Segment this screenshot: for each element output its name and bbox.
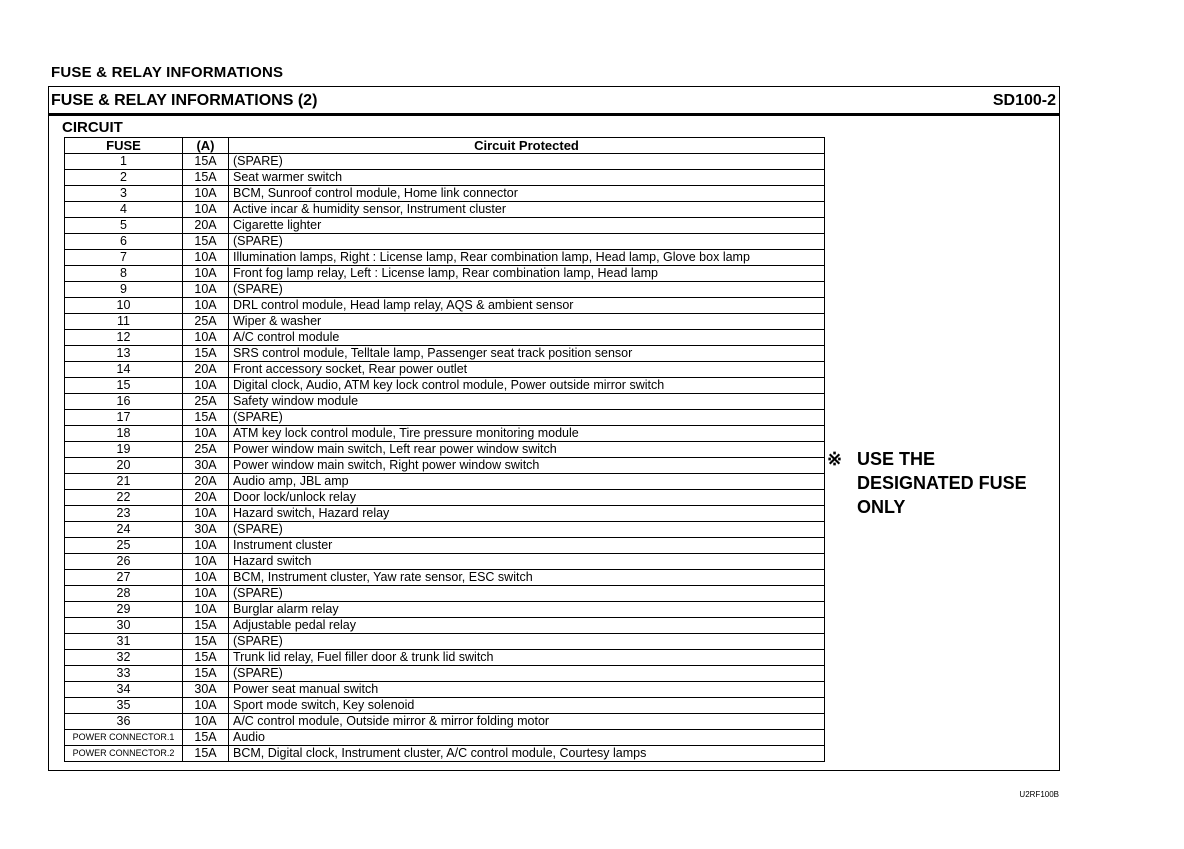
section-title-bar bbox=[49, 87, 1059, 116]
fuse-number-cell: 2 bbox=[65, 170, 183, 186]
circuit-protected-cell: Audio bbox=[229, 730, 825, 746]
amperage-cell: 20A bbox=[183, 218, 229, 234]
header-amperage: (A) bbox=[183, 138, 229, 154]
document-code: U2RF100B bbox=[1019, 790, 1059, 799]
fuse-number-cell: 23 bbox=[65, 506, 183, 522]
table-row bbox=[65, 298, 825, 314]
circuit-protected-cell: (SPARE) bbox=[229, 634, 825, 650]
amperage-cell: 10A bbox=[183, 714, 229, 730]
circuit-protected-cell: Front fog lamp relay, Left : License lamp, Rear combination lamp, Head lamp bbox=[229, 266, 825, 282]
amperage-cell: 10A bbox=[183, 426, 229, 442]
table-row bbox=[65, 714, 825, 730]
circuit-protected-cell: Power seat manual switch bbox=[229, 682, 825, 698]
amperage-cell: 25A bbox=[183, 314, 229, 330]
amperage-cell: 10A bbox=[183, 378, 229, 394]
circuit-protected-cell: Sport mode switch, Key solenoid bbox=[229, 698, 825, 714]
amperage-cell: 15A bbox=[183, 170, 229, 186]
fuse-number-cell: 8 bbox=[65, 266, 183, 282]
circuit-protected-cell: Power window main switch, Right power window switch bbox=[229, 458, 825, 474]
amperage-cell: 10A bbox=[183, 250, 229, 266]
amperage-cell: 15A bbox=[183, 154, 229, 170]
note-line-1: USE THE bbox=[857, 449, 936, 469]
table-row bbox=[65, 282, 825, 298]
amperage-cell: 10A bbox=[183, 538, 229, 554]
fuse-number-cell: 12 bbox=[65, 330, 183, 346]
table-row bbox=[65, 314, 825, 330]
table-row bbox=[65, 506, 825, 522]
amperage-cell: 15A bbox=[183, 730, 229, 746]
fuse-number-cell: 10 bbox=[65, 298, 183, 314]
amperage-cell: 10A bbox=[183, 602, 229, 618]
table-row bbox=[65, 410, 825, 426]
circuit-protected-cell: A/C control module, Outside mirror & mirror folding motor bbox=[229, 714, 825, 730]
header-circuit-protected: Circuit Protected bbox=[229, 138, 825, 154]
circuit-protected-cell: Digital clock, Audio, ATM key lock control module, Power outside mirror switch bbox=[229, 378, 825, 394]
page-heading: FUSE & RELAY INFORMATIONS bbox=[51, 64, 284, 81]
table-row bbox=[65, 234, 825, 250]
circuit-protected-cell: Trunk lid relay, Fuel filler door & trunk lid switch bbox=[229, 650, 825, 666]
fuse-number-cell: 27 bbox=[65, 570, 183, 586]
note-line-2: DESIGNATED FUSE bbox=[857, 473, 1027, 493]
fuse-number-cell: 30 bbox=[65, 618, 183, 634]
fuse-number-cell: 17 bbox=[65, 410, 183, 426]
table-row bbox=[65, 474, 825, 490]
fuse-number-cell: 18 bbox=[65, 426, 183, 442]
fuse-number-cell: POWER CONNECTOR.1 bbox=[65, 730, 183, 746]
amperage-cell: 10A bbox=[183, 266, 229, 282]
fuse-number-cell: 9 bbox=[65, 282, 183, 298]
fuse-number-cell: 4 bbox=[65, 202, 183, 218]
fuse-number-cell: 11 bbox=[65, 314, 183, 330]
amperage-cell: 15A bbox=[183, 346, 229, 362]
circuit-protected-cell: Door lock/unlock relay bbox=[229, 490, 825, 506]
circuit-protected-cell: Safety window module bbox=[229, 394, 825, 410]
amperage-cell: 15A bbox=[183, 410, 229, 426]
fuse-number-cell: 31 bbox=[65, 634, 183, 650]
table-row bbox=[65, 650, 825, 666]
table-row bbox=[65, 698, 825, 714]
circuit-protected-cell: Wiper & washer bbox=[229, 314, 825, 330]
table-row bbox=[65, 618, 825, 634]
fuse-number-cell: 29 bbox=[65, 602, 183, 618]
table-row bbox=[65, 250, 825, 266]
amperage-cell: 10A bbox=[183, 298, 229, 314]
circuit-protected-cell: (SPARE) bbox=[229, 522, 825, 538]
circuit-protected-cell: DRL control module, Head lamp relay, AQS & ambient sensor bbox=[229, 298, 825, 314]
amperage-cell: 30A bbox=[183, 682, 229, 698]
table-row bbox=[65, 570, 825, 586]
amperage-cell: 15A bbox=[183, 634, 229, 650]
circuit-protected-cell: (SPARE) bbox=[229, 154, 825, 170]
circuit-protected-cell: A/C control module bbox=[229, 330, 825, 346]
table-row bbox=[65, 666, 825, 682]
amperage-cell: 10A bbox=[183, 506, 229, 522]
fuse-number-cell: 20 bbox=[65, 458, 183, 474]
fuse-number-cell: 5 bbox=[65, 218, 183, 234]
table-row bbox=[65, 186, 825, 202]
amperage-cell: 10A bbox=[183, 202, 229, 218]
fuse-number-cell: 33 bbox=[65, 666, 183, 682]
circuit-protected-cell: Seat warmer switch bbox=[229, 170, 825, 186]
table-row bbox=[65, 522, 825, 538]
table-row bbox=[65, 154, 825, 170]
table-row bbox=[65, 426, 825, 442]
amperage-cell: 10A bbox=[183, 186, 229, 202]
amperage-cell: 15A bbox=[183, 666, 229, 682]
fuse-table bbox=[64, 137, 825, 762]
circuit-protected-cell: Front accessory socket, Rear power outlet bbox=[229, 362, 825, 378]
table-row bbox=[65, 394, 825, 410]
circuit-protected-cell: Cigarette lighter bbox=[229, 218, 825, 234]
table-row bbox=[65, 490, 825, 506]
fuse-number-cell: 14 bbox=[65, 362, 183, 378]
fuse-number-cell: 32 bbox=[65, 650, 183, 666]
table-row bbox=[65, 602, 825, 618]
section-code: SD100-2 bbox=[992, 92, 1056, 109]
amperage-cell: 10A bbox=[183, 698, 229, 714]
fuse-number-cell: 16 bbox=[65, 394, 183, 410]
fuse-table-body bbox=[65, 154, 825, 762]
fuse-number-cell: 1 bbox=[65, 154, 183, 170]
table-row bbox=[65, 458, 825, 474]
table-row bbox=[65, 362, 825, 378]
table-row bbox=[65, 218, 825, 234]
table-row bbox=[65, 682, 825, 698]
fuse-number-cell: POWER CONNECTOR.2 bbox=[65, 746, 183, 762]
table-row bbox=[65, 170, 825, 186]
reference-mark-icon: ※ bbox=[827, 449, 843, 469]
amperage-cell: 10A bbox=[183, 586, 229, 602]
circuit-protected-cell: BCM, Instrument cluster, Yaw rate sensor, ESC switch bbox=[229, 570, 825, 586]
fuse-number-cell: 25 bbox=[65, 538, 183, 554]
fuse-number-cell: 34 bbox=[65, 682, 183, 698]
circuit-protected-cell: Instrument cluster bbox=[229, 538, 825, 554]
section-title: FUSE & RELAY INFORMATIONS (2) bbox=[51, 92, 318, 109]
amperage-cell: 20A bbox=[183, 490, 229, 506]
table-row bbox=[65, 442, 825, 458]
fuse-number-cell: 26 bbox=[65, 554, 183, 570]
fuse-number-cell: 28 bbox=[65, 586, 183, 602]
document-frame bbox=[48, 86, 1060, 771]
table-row bbox=[65, 634, 825, 650]
table-row bbox=[65, 330, 825, 346]
amperage-cell: 10A bbox=[183, 282, 229, 298]
amperage-cell: 30A bbox=[183, 522, 229, 538]
circuit-label: CIRCUIT bbox=[62, 119, 123, 136]
fuse-number-cell: 36 bbox=[65, 714, 183, 730]
amperage-cell: 15A bbox=[183, 234, 229, 250]
note-line-3: ONLY bbox=[857, 497, 906, 517]
fuse-number-cell: 19 bbox=[65, 442, 183, 458]
fuse-number-cell: 3 bbox=[65, 186, 183, 202]
circuit-protected-cell: (SPARE) bbox=[229, 282, 825, 298]
amperage-cell: 30A bbox=[183, 458, 229, 474]
amperage-cell: 15A bbox=[183, 650, 229, 666]
table-row bbox=[65, 730, 825, 746]
amperage-cell: 10A bbox=[183, 554, 229, 570]
table-row bbox=[65, 378, 825, 394]
circuit-protected-cell: Active incar & humidity sensor, Instrument cluster bbox=[229, 202, 825, 218]
table-row bbox=[65, 538, 825, 554]
fuse-number-cell: 15 bbox=[65, 378, 183, 394]
amperage-cell: 15A bbox=[183, 618, 229, 634]
table-row bbox=[65, 554, 825, 570]
table-row bbox=[65, 586, 825, 602]
table-header-row bbox=[65, 138, 825, 154]
circuit-protected-cell: Hazard switch, Hazard relay bbox=[229, 506, 825, 522]
fuse-number-cell: 21 bbox=[65, 474, 183, 490]
circuit-protected-cell: (SPARE) bbox=[229, 234, 825, 250]
circuit-protected-cell: ATM key lock control module, Tire pressure monitoring module bbox=[229, 426, 825, 442]
fuse-number-cell: 13 bbox=[65, 346, 183, 362]
circuit-protected-cell: SRS control module, Telltale lamp, Passenger seat track position sensor bbox=[229, 346, 825, 362]
circuit-protected-cell: (SPARE) bbox=[229, 410, 825, 426]
amperage-cell: 25A bbox=[183, 394, 229, 410]
circuit-protected-cell: (SPARE) bbox=[229, 586, 825, 602]
amperage-cell: 10A bbox=[183, 570, 229, 586]
circuit-protected-cell: Power window main switch, Left rear power window switch bbox=[229, 442, 825, 458]
circuit-protected-cell: (SPARE) bbox=[229, 666, 825, 682]
circuit-protected-cell: Adjustable pedal relay bbox=[229, 618, 825, 634]
circuit-protected-cell: Hazard switch bbox=[229, 554, 825, 570]
header-fuse: FUSE bbox=[65, 138, 183, 154]
fuse-number-cell: 6 bbox=[65, 234, 183, 250]
table-row bbox=[65, 266, 825, 282]
fuse-number-cell: 24 bbox=[65, 522, 183, 538]
circuit-protected-cell: Burglar alarm relay bbox=[229, 602, 825, 618]
table-row bbox=[65, 202, 825, 218]
circuit-protected-cell: BCM, Digital clock, Instrument cluster, A/C control module, Courtesy lamps bbox=[229, 746, 825, 762]
fuse-number-cell: 35 bbox=[65, 698, 183, 714]
amperage-cell: 10A bbox=[183, 330, 229, 346]
circuit-protected-cell: BCM, Sunroof control module, Home link connector bbox=[229, 186, 825, 202]
circuit-protected-cell: Audio amp, JBL amp bbox=[229, 474, 825, 490]
circuit-protected-cell: Illumination lamps, Right : License lamp, Rear combination lamp, Head lamp, Glove box lamp bbox=[229, 250, 825, 266]
amperage-cell: 15A bbox=[183, 746, 229, 762]
table-row bbox=[65, 746, 825, 762]
table-row bbox=[65, 346, 825, 362]
amperage-cell: 20A bbox=[183, 362, 229, 378]
amperage-cell: 20A bbox=[183, 474, 229, 490]
fuse-number-cell: 22 bbox=[65, 490, 183, 506]
fuse-number-cell: 7 bbox=[65, 250, 183, 266]
amperage-cell: 25A bbox=[183, 442, 229, 458]
